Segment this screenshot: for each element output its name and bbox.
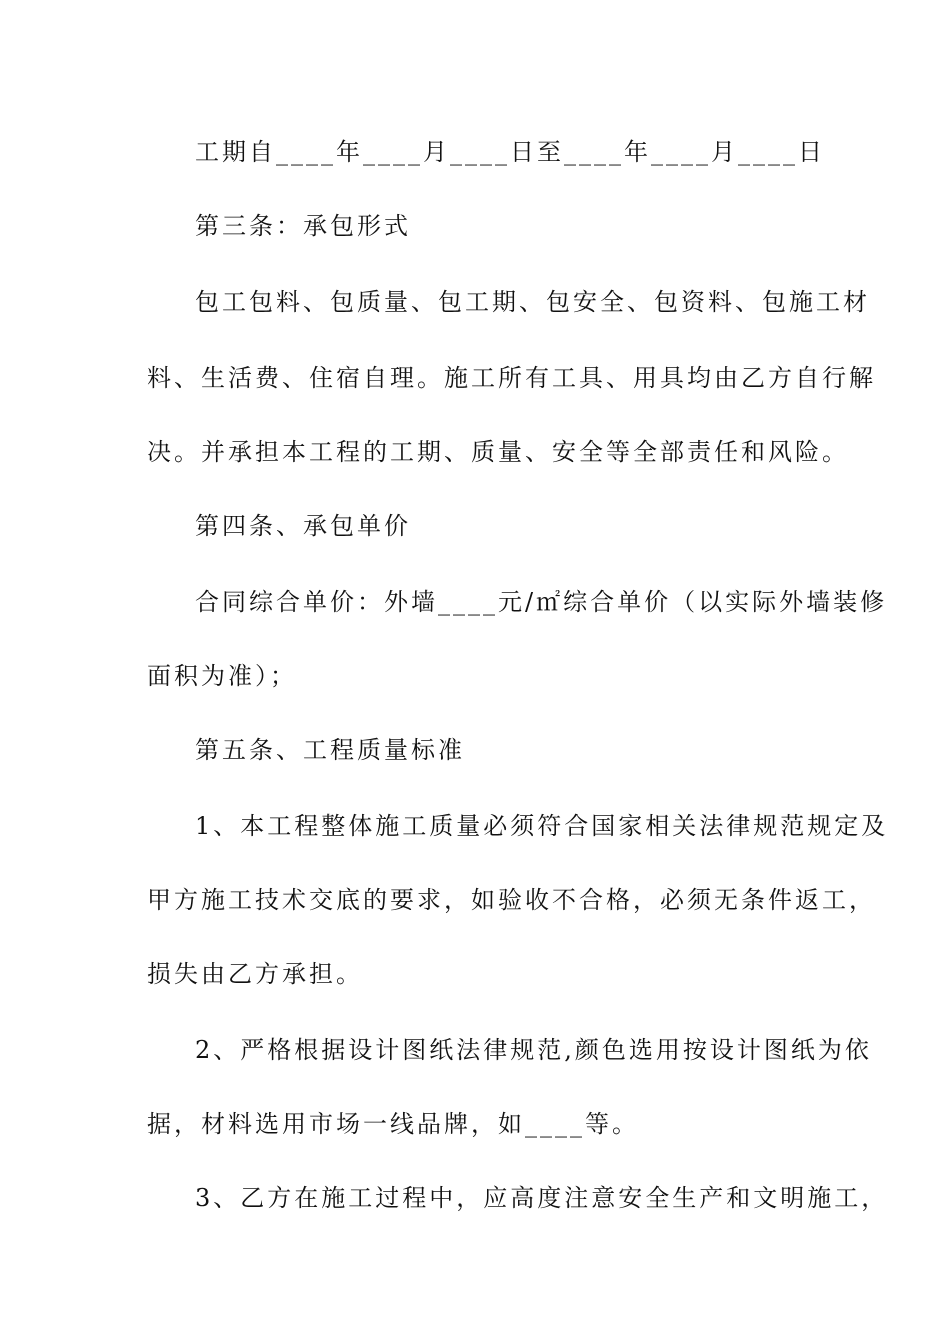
clause-3-heading: 第三条：承包形式	[195, 212, 411, 240]
clause-5-item-1-line-1: 1、本工程整体施工质量必须符合国家相关法律规范规定及	[195, 812, 889, 840]
clause-3-text-line-2: 料、生活费、住宿自理。施工所有工具、用具均由乙方自行解	[147, 364, 876, 392]
clause-5-item-3-line-1: 3、乙方在施工过程中，应高度注意安全生产和文明施工，	[195, 1184, 889, 1212]
clause-5-item-1-line-2: 甲方施工技术交底的要求，如验收不合格，必须无条件返工，	[147, 886, 876, 914]
clause-3-text-line-3: 决。并承担本工程的工期、质量、安全等全部责任和风险。	[147, 438, 849, 466]
clause-4-heading: 第四条、承包单价	[195, 512, 411, 540]
clause-4-text-line-2: 面积为准）；	[147, 662, 297, 690]
clause-3-text-line-1: 包工包料、包质量、包工期、包安全、包资料、包施工材	[195, 288, 870, 316]
clause-5-item-1-line-3: 损失由乙方承担。	[147, 960, 363, 988]
clause-5-item-2-line-2: 据，材料选用市场一线品牌，如____等。	[147, 1110, 639, 1138]
clause-5-item-2-line-1: 2、严格根据设计图纸法律规范,颜色选用按设计图纸为依	[195, 1036, 872, 1064]
clause-5-heading: 第五条、工程质量标准	[195, 736, 465, 764]
clause-4-text-line-1: 合同综合单价：外墙____元/㎡综合单价（以实际外墙装修	[195, 588, 888, 616]
schedule-line: 工期自____年____月____日至____年____月____日	[195, 138, 825, 166]
